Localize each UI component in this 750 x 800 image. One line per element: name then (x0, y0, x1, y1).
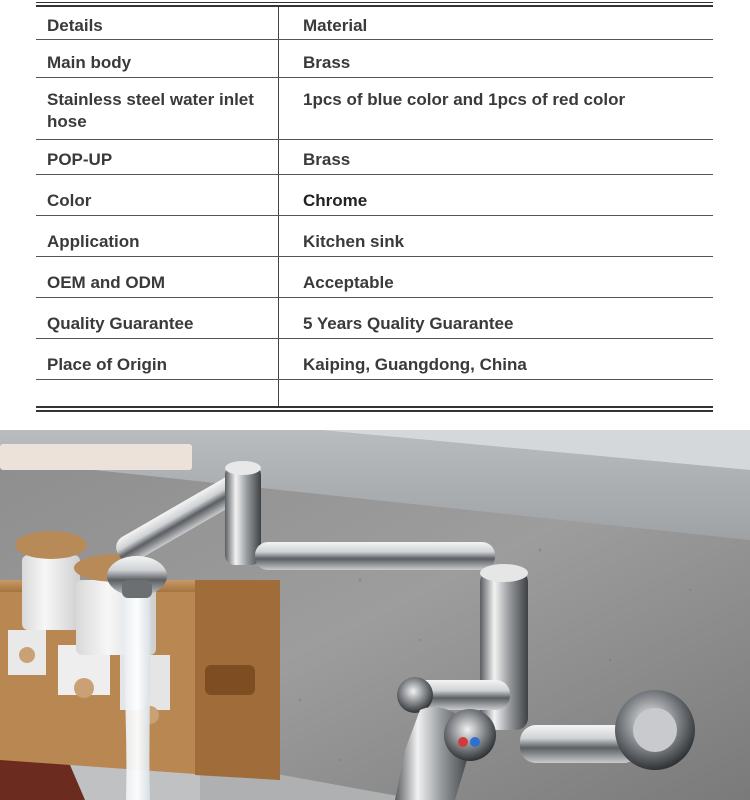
row-value: 5 Years Quality Guarantee (303, 314, 514, 333)
table-row (36, 339, 713, 380)
table-row (36, 175, 713, 216)
table-row (36, 78, 713, 140)
row-label: Application (47, 232, 140, 251)
row-value: 1pcs of blue color and 1pcs of red color (303, 90, 626, 109)
row-value: Kitchen sink (303, 232, 405, 251)
header-material: Material (303, 16, 368, 35)
row-label: Place of Origin (47, 355, 167, 374)
row-label: Stainless steel water inlet hose (47, 90, 254, 131)
row-label: OEM and ODM (47, 273, 166, 292)
faucet-product-photo (0, 430, 750, 800)
row-label: POP-UP (47, 150, 113, 169)
row-label: Quality Guarantee (47, 314, 194, 333)
row-value: Acceptable (303, 273, 394, 292)
table-row-empty (36, 380, 713, 406)
row-label: Main body (47, 53, 132, 72)
row-value: Kaiping, Guangdong, China (303, 355, 527, 374)
row-label: Color (47, 191, 92, 210)
row-value: Brass (303, 53, 351, 72)
table-row (36, 257, 713, 298)
table-header-row (36, 7, 713, 40)
header-details: Details (47, 16, 103, 35)
table-row (36, 39, 713, 78)
table-bottom-rule (36, 406, 713, 412)
row-value: Brass (303, 150, 351, 169)
table-row (36, 298, 713, 339)
table-row (36, 216, 713, 257)
table-row (36, 140, 713, 175)
row-value: Chrome (303, 191, 368, 210)
spec-table (36, 0, 713, 414)
